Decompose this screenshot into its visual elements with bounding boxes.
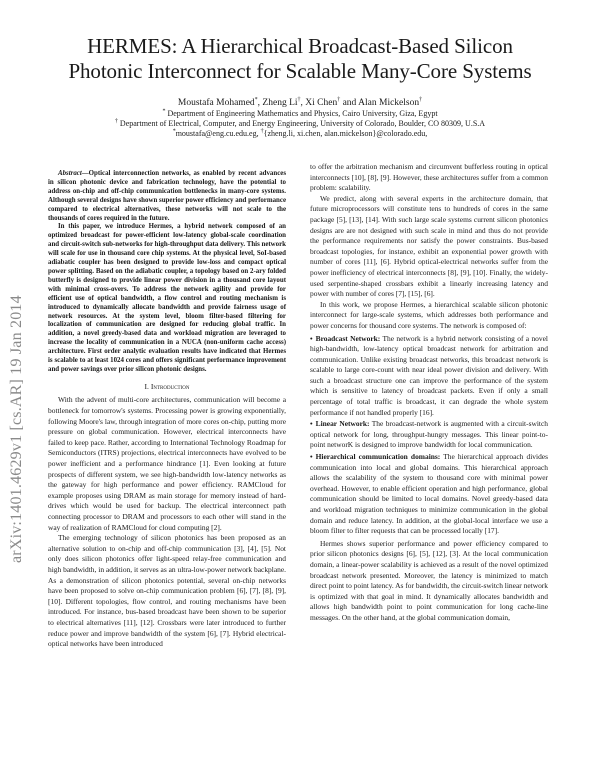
list-item-text: The hierarchical approach divides communication into local and global domains. This hierarchical approach allows the scalability of the system to thousand core with minimal power overhead. However, to enable efficient operation and high performance, global communication should be limited to local domains. Novel greedy-based data and workload migration techniques to minimize communication in the global domain and reduce latency. In addition, at the global-local interface we use a bloom filter to filter requests that can be processed locally [17].	[310, 452, 548, 536]
list-item	[310, 334, 548, 419]
author-separator: ,	[300, 98, 306, 108]
email-mark: †	[260, 128, 264, 135]
paper-header	[50, 34, 550, 139]
intro-paragraph-2: The emerging technology of silicon photonics has been proposed as an alternative solution to on-chip and off-chip communication [3], [4], [5]. Not only does silicon photonics offer light-speed relay-free communication and high bandwidth, in addition, it serves as an ultra-low-power network backplane. As a demonstration of silicon photonics potential, several on-chip networks have been proposed to solve on-chip communication problem [6], [7], [8], [9], [10]. Different topologies, flow control, and routing mechanisms have been introduced. For instance, bus-based broadcast have been shown to be superior to electrical alternatives [11], [12]. Crossbars were later introduced to further reduce power and improve bandwidth of the system [6], [7]. Hybrid electrical-optical networks have been introduced	[48, 533, 286, 649]
section-number: I.	[144, 381, 151, 391]
section-label: Introduction	[150, 381, 190, 391]
author-separator: and	[340, 98, 359, 108]
list-item-label: Hierarchical communication domains:	[315, 452, 441, 462]
right-column	[310, 162, 548, 624]
email-text: {zheng.li, xi.chen, alan.mickelson}@colorado.edu,	[263, 129, 428, 138]
author-name: Moustafa Mohamed	[177, 98, 255, 108]
affiliation-1	[50, 109, 550, 119]
affiliation-text: Department of Electrical, Computer, and Energy Engineering, University of Colorado, Boulder, CO 80309, U.S.A	[119, 119, 486, 128]
list-item-text: The network is a hybrid network consisting of a novel high-bandwidth, low-latency optical broadcast network for arbitration and communication. Unlike existing broadcast networks, this broadcast network is scalable to large core-count with near ideal power division and delivery. With such a broadcast structure one can improve the performance of the system which is sensitive to latency of broadcast packets. Even if only a small percentage of total traffic is broadcast, it can degrade the whole system performance if not handled properly [16].	[310, 333, 548, 417]
right-paragraph-2: In this work, we propose Hermes, a hierarchical scalable silicon photonic interconnect for large-scale systems, which addresses both performance and power concerns for thousand core systems. The network is composed of:	[310, 299, 548, 330]
author-name: Alan Mickelson	[358, 98, 420, 108]
abstract-label: Abstract	[58, 170, 82, 177]
bullet-mark: •	[310, 333, 313, 343]
right-paragraph-3: Hermes shows superior performance and power efficiency compared to prior silicon photonics designs [6], [5], [12], [3]. At the local communication domain, a linear-power scalability is achieved as a result of the novel optimized broadcast network presented. Moreover, the latency is minimized to match direct point to point latency. As for bandwidth, the circuit-switch linear network is optimized with that goal in mind. It dynamically allocates bandwidth and allows high bandwidth point to point communication for long cache-line messages. On the other hand, at the global communication domain,	[310, 538, 548, 622]
author-separator: ,	[257, 98, 263, 108]
abstract-text: —Optical interconnection networks, as enabled by recent advances in silicon photonic device and fabrication technology, have the potential to address on-chip and off-chip communication bottlenecks in many-core systems. Although several designs have shown superior power efficiency and performance compared to electrical alternatives, these networks will not scale to the thousands of cores required in the future.	[48, 170, 286, 222]
list-item	[310, 419, 548, 451]
affiliation-2	[50, 119, 550, 129]
abstract-paragraph-1	[48, 170, 286, 223]
author-list	[50, 98, 550, 109]
section-heading-introduction	[48, 382, 286, 393]
bullet-mark: •	[310, 419, 313, 429]
email-mark: *	[172, 128, 176, 135]
affiliation-mark: †	[114, 118, 118, 125]
arxiv-identifier-text: arXiv:1401.4629v1 [cs.AR] 19 Jan 2014	[8, 295, 25, 563]
arxiv-identifier	[4, 205, 28, 565]
author-mark: †	[297, 96, 301, 103]
author-name: Xi Chen	[305, 98, 338, 108]
email-text: moustafa@eng.cu.edu.eg,	[175, 129, 259, 138]
author-mark: †	[337, 96, 341, 103]
author-mark: †	[419, 96, 423, 103]
author-emails	[50, 129, 550, 139]
arxiv-identifier-graphic	[4, 205, 28, 565]
intro-paragraph-1: With the advent of multi-core architectures, communication will become a bottleneck for tomorrow's systems. Processing power is growing exponentially, following Moore's law, through integration of more cores on-chip, putting more pressure on global communication. However, electrical interconnects have failed to keep pace. Rather, according to International Technology Roadmap for Semiconductors (ITRS) projections, electrical interconnects have evolved to be power inefficient and a performance hindrance [1]. Even looking at future prospects of different system, we see high-bandwidth low-latency networks as the gateway for high performance and power efficiency. RAMCloud for example proposes using DRAM as main storage for memory instead of hard-drives which would be used for backup. The electrical interconnect path connecting processor to DRAM and processors to each other will stand in the way of realization of RAMCloud for cloud computing [2].	[48, 395, 286, 532]
list-item-label: Linear Network:	[315, 419, 370, 429]
left-column	[48, 170, 286, 650]
author-mark: *	[254, 96, 258, 103]
bullet-mark: •	[310, 452, 313, 462]
list-item-text: The broadcast-network is augmented with a circuit-switch optical network for long, throughput-hungry messages. This linear point-to-point networK is designed to improve bandwidth for local communication.	[310, 419, 548, 450]
list-item	[310, 452, 548, 537]
author-name: Zheng Li	[262, 98, 298, 108]
affiliation-text: Department of Engineering Mathematics and Physics, Cairo University, Giza, Egypt	[167, 109, 438, 118]
affiliation-mark: *	[162, 108, 166, 115]
right-paragraph-continued: to offer the arbitration mechanism and circumvent bufferless routing in optical interconnects [10], [8], [9]. However, these architectures suffer from a common problem: scalability.	[310, 162, 548, 193]
abstract-paragraph-2: In this paper, we introduce Hermes, a hybrid network composed of an optimized broadcast for power-efficient low-latency global-scale coordination and circuit-switch sub-networks for high-throughput data delivery. This network will scale for use in thousand core chip systems. At the physical level, SoI-based adiabatic coupler has been designed to provide low-loss and compact optical power splitting. Based on the adiabatic coupler, a topology based on 2-ary folded butterfly is designed to provide linear power division in a thousand core layout with minimal cross-overs. To address the network agility and provide for efficient use of optical bandwidth, a flow control and routing mechanism is introduced to dynamically allocate bandwidth and provide fairness usage of network resources. At the system level, bloom filter-based filtering for localization of communication are designed for reducing global traffic. In addition, a novel greedy-based data and workload migration are leveraged to increase the locality of communication in a NUCA (non-uniform cache access) architecture. First order analytic evaluation results have indicated that Hermes is scalable to at least 1024 cores and offers significant performance improvement and power savings over prior silicon photonic designs.	[48, 223, 286, 373]
paper-title: HERMES: A Hierarchical Broadcast-Based Silicon Photonic Interconnect for Scalable Many-Core Systems	[68, 34, 532, 83]
contribution-list	[310, 334, 548, 537]
right-paragraph-1: We predict, along with several experts in the architecture domain, that future microprocessors will constitute tens to hundreds of cores in the same package [5], [13], [14]. With such large scale systems current silicon photonics designs are are not designed with such scale in mind and thus do not provide the performance requirements nor satisfy the power constraints. Bus-based broadcast topologies, for instance, exhibit an exponential power growth with number of cores [11], [6]. Hybrid optical-electrical networks suffer from the power inefficiency of electrical interconnects [8], [9], [10]. Finally, the widely-used serpentine-shaped crossbars exhibit a linearly increasing latency and power with number of cores [7], [15], [6].	[310, 193, 548, 299]
list-item-label: Broadcast Network:	[315, 333, 381, 343]
